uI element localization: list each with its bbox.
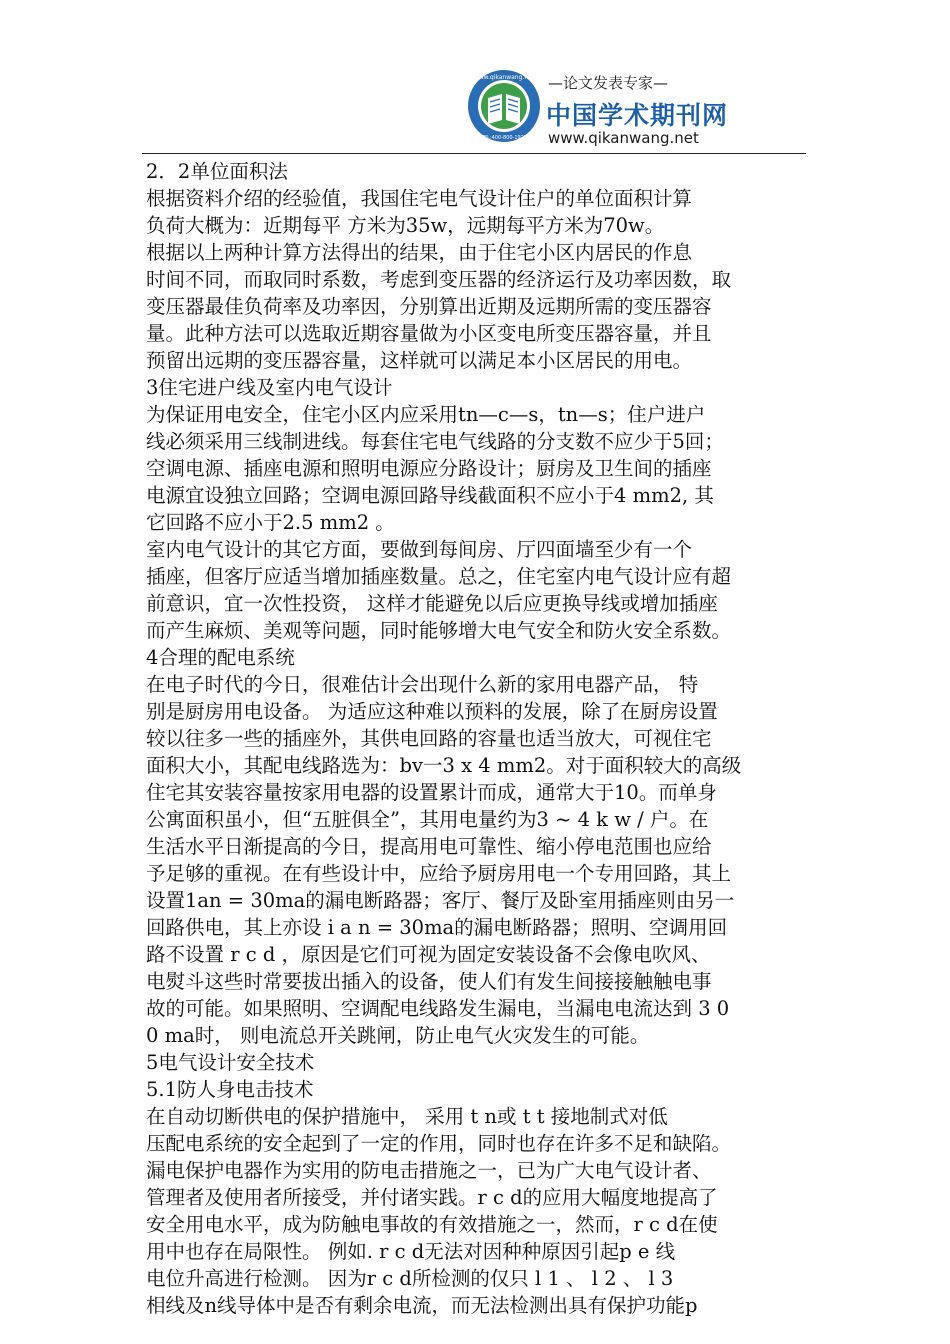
text-line: 回路供电，其上亦设 i a n = 30ma的漏电断路器；照明、空调用回 [146, 916, 728, 939]
text-line: 设置1an = 30ma的漏电断路器；客厅、餐厅及卧室用插座则由另一 [146, 889, 735, 912]
text-line: 别是厨房用电设备。 为适应这种难以预料的发展，除了在厨房设置 [146, 700, 718, 723]
text-line: 5电气设计安全技术 [146, 1051, 315, 1074]
text-line: 根据以上两种计算方法得出的结果，由于住宅小区内居民的作息 [146, 241, 693, 264]
page-header [0, 0, 950, 160]
text-line: 时间不同，而取同时系数，考虑到变压器的经济运行及功率因数，取 [146, 268, 732, 291]
text-line: 故的可能。如果照明、空调配电线路发生漏电，当漏电电流达到 3 0 [146, 997, 730, 1020]
text-line: 电源宜设独立回路；空调电源回路导线截面积不应小于4 mm2, 其 [146, 484, 714, 507]
text-line: 负荷大概为：近期每平 方米为35w，远期每平方米为70w。 [146, 214, 665, 237]
text-line: 室内电气设计的其它方面，要做到每间房、厅四面墙至少有一个 [146, 538, 693, 561]
text-line: 电熨斗这些时常要拔出插入的设备，使人们有发生间接接触触电事 [146, 970, 712, 993]
text-line: 安全用电水平，成为防触电事故的有效措施之一，然而，r c d在使 [146, 1213, 718, 1236]
text-line: 漏电保护电器作为实用的防电击措施之一，已为广大电气设计者、 [146, 1159, 712, 1182]
text-line: 路不设置 r c d ，原因是它们可视为固定安装设备不会像电吹风、 [146, 943, 711, 966]
text-line: 插座，但客厅应适当增加插座数量。总之，住宅室内电气设计应有超 [146, 565, 732, 588]
text-line: 予足够的重视。在有些设计中，应给予厨房用电一个专用回路，其上 [146, 862, 732, 885]
text-line: 量。此种方法可以选取近期容量做为小区变电所变压器容量，并且 [146, 322, 712, 345]
header-tagline: —论文发表专家— [548, 74, 669, 92]
text-line: 面积大小，其配电线路选为：bv一3 x 4 mm2。对于面积较大的高级 [146, 754, 742, 777]
text-line: 而产生麻烦、美观等问题，同时能够增大电气安全和防火安全系数。 [146, 619, 732, 642]
text-line: 管理者及使用者所接受，并付诸实践。r c d的应用大幅度地提高了 [146, 1186, 718, 1209]
text-line: 在自动切断供电的保护措施中， 采用 t n或 t t 接地制式对低 [146, 1105, 668, 1128]
text-line: 0 ma时， 则电流总开关跳闸，防止电气火灾发生的可能。 [146, 1024, 650, 1047]
text-line: 公寓面积虽小，但“五脏俱全”，其用电量约为3 ~ 4 k w / 户。在 [146, 808, 709, 831]
text-line: 4合理的配电系统 [146, 646, 295, 669]
text-line: 预留出远期的变压器容量，这样就可以满足本小区居民的用电。 [146, 349, 693, 372]
text-line: 为保证用电安全，住宅小区内应采用tn—c—s，tn—s；住户进户 [146, 403, 706, 426]
text-line: 用中也存在局限性。 例如. r c d无法对因种种原因引起p e 线 [146, 1240, 676, 1263]
text-line: 根据资料介绍的经验值，我国住宅电气设计住户的单位面积计算 [146, 187, 693, 210]
text-line: 线必须采用三线制进线。每套住宅电气线路的分支数不应少于5回； [146, 430, 724, 453]
text-line: 生活水平日渐提高的今日，提高用电可靠性、缩小停电范围也应给 [146, 835, 712, 858]
text-line: 5.1防人身电击技术 [146, 1078, 314, 1101]
logo-ring-phone: TEL:400-800-1922 [480, 135, 528, 141]
text-line: 压配电系统的安全起到了一定的作用，同时也存在许多不足和缺陷。 [146, 1132, 732, 1155]
text-line: 它回路不应小于2.5 mm2 。 [146, 511, 395, 534]
header-brand: 中国学术期刊网 [546, 101, 729, 130]
header-divider [142, 153, 806, 154]
text-line: 相线及n线导体中是否有剩余电流，而无法检测出具有保护功能p [146, 1294, 698, 1317]
text-line: 住宅其安装容量按家用电器的设置累计而成，通常大于10。而单身 [146, 781, 717, 804]
document-body [146, 158, 796, 1319]
text-line: 2．2单位面积法 [146, 160, 288, 183]
qikanwang-logo-icon [466, 68, 542, 144]
logo-ring-text: www.qikanwang.net [473, 74, 535, 81]
text-line: 变压器最佳负荷率及功率因，分别算出近期及远期所需的变压器容 [146, 295, 712, 318]
header-url: www.qikanwang.net [548, 129, 699, 147]
text-line: 前意识，宜一次性投资， 这样才能避免以后应更换导线或增加插座 [146, 592, 718, 615]
text-line: 在电子时代的今日，很难估计会出现什么新的家用电器产品， 特 [146, 673, 699, 696]
text-line: 空调电源、插座电源和照明电源应分路设计；厨房及卫生间的插座 [146, 457, 712, 480]
text-line: 3住宅进户线及室内电气设计 [146, 376, 393, 399]
text-line: 电位升高进行检测。 因为r c d所检测的仅只 l 1 、 l 2 、 l 3 [146, 1267, 674, 1290]
text-line: 较以往多一些的插座外，其供电回路的容量也适当放大，可视住宅 [146, 727, 712, 750]
